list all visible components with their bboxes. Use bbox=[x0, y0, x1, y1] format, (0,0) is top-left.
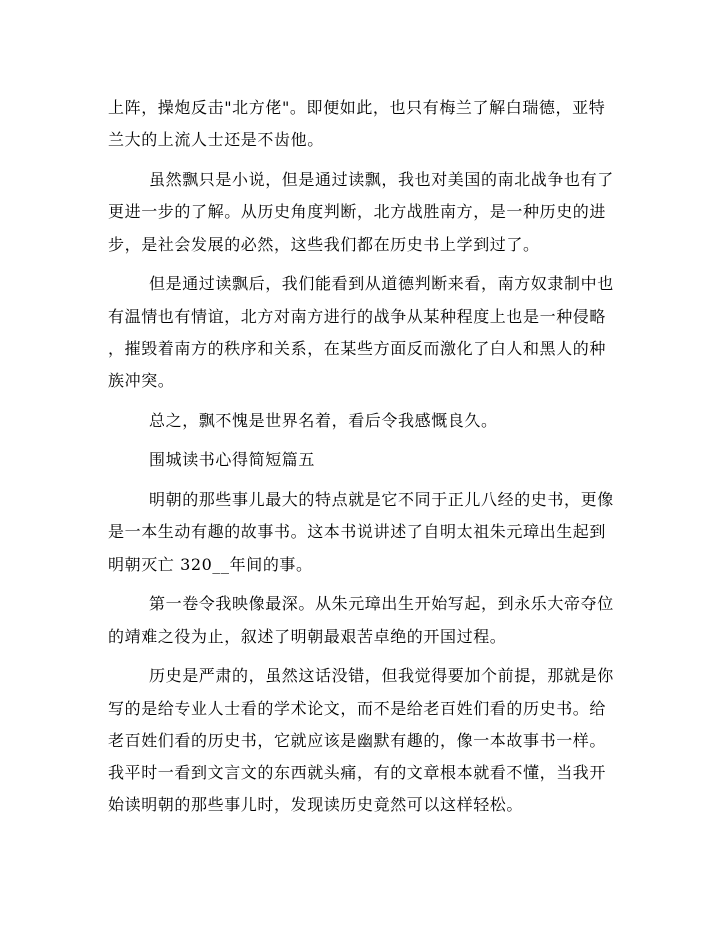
paragraph-start-line: 明朝的那些事儿最大的特点就是它不同于正儿八经的史书，更像 bbox=[149, 490, 614, 509]
text-line: 更进一步的了解。从历史角度判断，北方战胜南方，是一种历史的进 bbox=[108, 202, 607, 221]
text-line: 老百姓们看的历史书，它就应该是幽默有趣的，像一本故事书一样。 bbox=[108, 731, 607, 750]
text-line: 是一本生动有趣的故事书。这本书说讲述了自明太祖朱元璋出生起到 bbox=[108, 522, 607, 541]
text-line: 上阵，操炮反击"北方佬"。即便如此，也只有梅兰了解白瑞德，亚特 bbox=[108, 98, 606, 117]
paragraph-start-line: 历史是严肃的，虽然这话没错，但我觉得要加个前提，那就是你 bbox=[149, 666, 614, 685]
text-line: 我平时一看到文言文的东西就头痛，有的文章根本就看不懂，当我开 bbox=[108, 763, 607, 782]
paragraph-start-line: 但是通过读飘后，我们能看到从道德判断来看，南方奴隶制中也 bbox=[149, 274, 614, 293]
text-line: 有温情也有情谊，北方对南方进行的战争从某种程度上也是一种侵略 bbox=[108, 307, 607, 326]
section-heading: 围城读书心得简短篇五 bbox=[149, 450, 316, 469]
text-line: 写的是给专业人士看的学术论文，而不是给老百姓们看的历史书。给 bbox=[108, 699, 607, 718]
text-line: 始读明朝的那些事儿时，发现读历史竟然可以这样轻松。 bbox=[108, 795, 524, 814]
text-line: ，摧毁着南方的秩序和关系，在某些方面反而激化了白人和黑人的种 bbox=[108, 339, 607, 358]
text-line: 步，是社会发展的必然，这些我们都在历史书上学到过了。 bbox=[108, 235, 540, 254]
paragraph-start-line: 第一卷令我映像最深。从朱元璋出生开始写起，到永乐大帝夺位 bbox=[149, 594, 614, 613]
paragraph-start-line: 虽然飘只是小说，但是通过读飘，我也对美国的南北战争也有了 bbox=[149, 170, 614, 189]
text-line: 兰大的上流人士还是不齿他。 bbox=[108, 130, 324, 149]
text-line: 族冲突。 bbox=[108, 371, 175, 390]
text-line: 的靖难之役为止，叙述了明朝最艰苦卓绝的开国过程。 bbox=[108, 627, 507, 646]
text-line: 明朝灭亡 320__年间的事。 bbox=[108, 555, 313, 574]
paragraph-start-line: 总之，飘不愧是世界名着，看后令我感慨良久。 bbox=[149, 411, 498, 430]
